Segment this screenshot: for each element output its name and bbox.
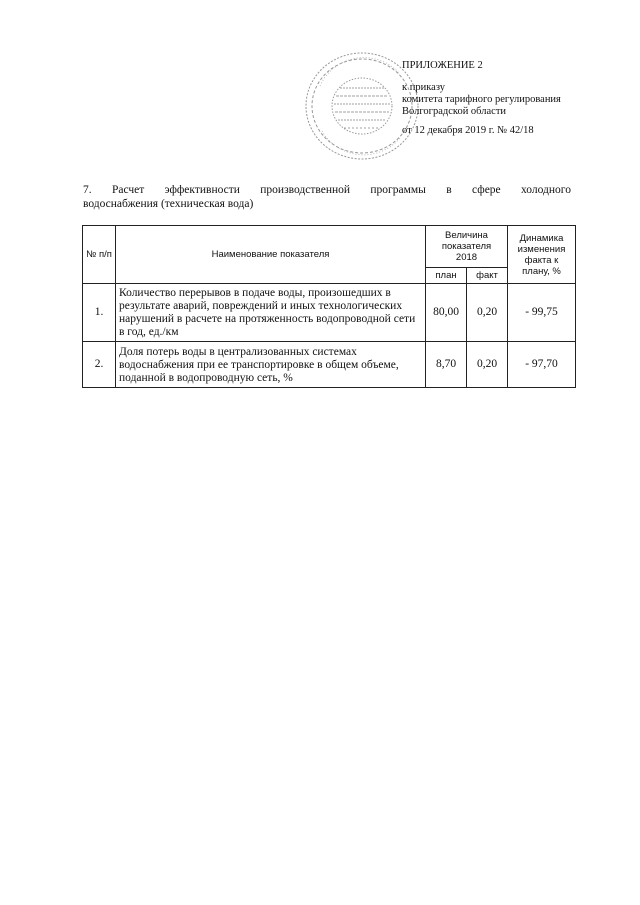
row-name: Количество перерывов в подаче воды, произошедших в результате аварий, повреждений и иных технологических нарушений в расчете на протяженность водопроводной сети в год, ед./км: [116, 284, 426, 342]
efficiency-table: [82, 225, 576, 388]
appendix-title: ПРИЛОЖЕНИЕ 2: [402, 60, 483, 71]
table-row: [83, 284, 576, 342]
header-fact: факт: [467, 268, 508, 284]
table-row: [83, 342, 576, 388]
row-dynamics: - 99,75: [508, 284, 576, 342]
row-dynamics: - 97,70: [508, 342, 576, 388]
appendix-line-committee: комитета тарифного регулирования: [402, 94, 561, 105]
section-title-line2: водоснабжения (техническая вода): [83, 198, 254, 210]
header-value-group: Величина показателя 2018: [426, 226, 508, 268]
row-num: 1.: [83, 284, 116, 342]
appendix-line-order: к приказу: [402, 82, 445, 93]
row-name: Доля потерь воды в централизованных системах водоснабжения при ее транспортировке в общем объеме, поданной в водопроводную сеть, %: [116, 342, 426, 388]
header-name: Наименование показателя: [116, 226, 426, 284]
row-fact: 0,20: [467, 284, 508, 342]
appendix-line-date: от 12 декабря 2019 г. № 42/18: [402, 125, 534, 136]
header-num: № п/п: [83, 226, 116, 284]
section-title-line1: 7. Расчет эффективности производственной программы в сфере холодного: [83, 184, 571, 196]
row-plan: 8,70: [426, 342, 467, 388]
row-plan: 80,00: [426, 284, 467, 342]
header-plan: план: [426, 268, 467, 284]
header-dynamics: Динамика изменения факта к плану, %: [508, 226, 576, 284]
row-fact: 0,20: [467, 342, 508, 388]
appendix-header: [402, 60, 561, 137]
row-num: 2.: [83, 342, 116, 388]
appendix-line-region: Волгоградской области: [402, 106, 507, 117]
